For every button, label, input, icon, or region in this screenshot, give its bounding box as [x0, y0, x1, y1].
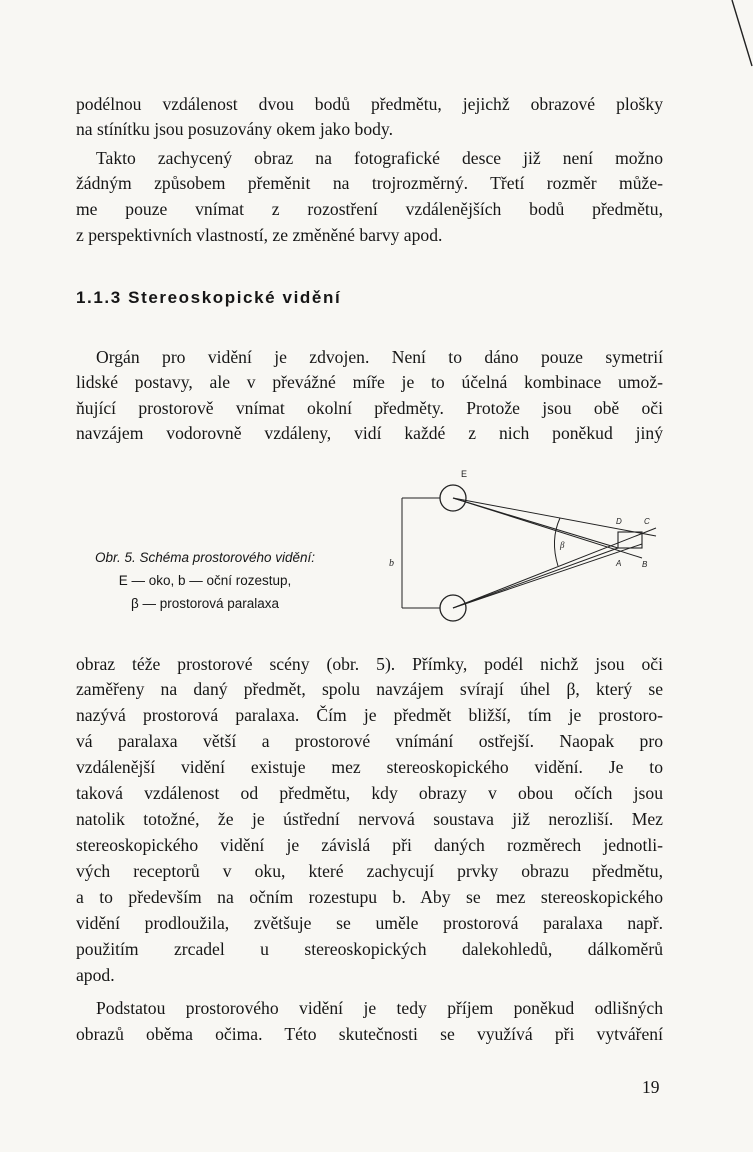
text-line: z perspektivních vlastností, ze změněné barvy apod. — [76, 225, 443, 245]
text-line: taková vzdálenost od předmětu, kdy obrazy v obou očích jsou — [76, 783, 663, 803]
parallax-label: β — [560, 540, 565, 550]
text-line: vých receptorů v oku, které zachycují prvky obrazu předmětu, — [76, 861, 663, 881]
text-line: Orgán pro vidění je zdvojen. Není to dáno pouze symetrií — [96, 347, 663, 367]
point-b-label: B — [642, 560, 648, 569]
text-line: žádným způsobem přeměnit na trojrozměrný. Třetí rozměr může- — [76, 173, 663, 193]
section-heading — [76, 288, 341, 308]
text-line: zaměřeny na daný předmět, spolu navzájem svírají úhel β, který se — [76, 679, 663, 699]
text-line: navzájem vodorovně vzdáleny, vidí každé z nich poněkud jiný — [76, 423, 663, 443]
figure-caption-line: Obr. 5. Schéma prostorového vidění: — [94, 550, 316, 565]
point-c-label: C — [644, 517, 650, 526]
sight-line — [453, 498, 618, 548]
text-line: lidské postavy, ale v převážné míře je to účelná kombinace umož- — [76, 372, 663, 392]
text-line: nazývá prostorová paralaxa. Čím je předmět bližší, tím je prostoro- — [76, 705, 663, 725]
text-line: Takto zachycený obraz na fotografické desce již není možno — [96, 148, 663, 168]
stereoscopic-vision-diagram — [380, 466, 665, 636]
text-line: a to především na očním rozestupu b. Aby se mez stereoskopického — [76, 887, 663, 907]
sight-line — [453, 544, 642, 608]
text-line: Podstatou prostorového vidění je tedy příjem poněkud odlišných — [96, 998, 663, 1018]
text-line: obrazů oběma očima. Této skutečnosti se využívá při vytváření — [76, 1024, 663, 1044]
spacing-label: b — [389, 558, 394, 569]
text-line: vá paralaxa větší a prostorové vnímání ostřejší. Naopak pro — [76, 731, 663, 751]
text-line: ňující prostorově vnímat okolní předměty. Protože jsou obě oči — [76, 398, 663, 418]
figure-caption-line: E — oko, b — oční rozestup, — [118, 573, 292, 588]
figure-caption-line: β — prostorová paralaxa — [130, 596, 280, 611]
text-line: stereoskopického vidění je závislá při daných rozměrech jednotli- — [76, 835, 663, 855]
section-number: 1.1.3 — [76, 288, 122, 307]
scan-edge-mark — [730, 0, 753, 70]
text-line: obraz téže prostorové scény (obr. 5). Přímky, podél nichž jsou oči — [76, 654, 663, 674]
page-number: 19 — [642, 1077, 660, 1097]
point-d-label: D — [616, 517, 622, 526]
eye-label: E — [461, 469, 468, 479]
text-line: apod. — [76, 965, 115, 985]
point-a-label: A — [616, 559, 622, 568]
text-line: vidění prodloužila, zvětšuje se uměle prostorová paralaxa např. — [76, 913, 663, 933]
text-line: na stínítku jsou posuzovány okem jako body. — [76, 119, 393, 139]
text-line: natolik totožné, že je ústřední nervová soustava již nerozliší. Mez — [76, 809, 663, 829]
text-line: me pouze vnímat z rozostření vzdálenějších bodů předmětu, — [76, 199, 663, 219]
sight-line — [453, 548, 618, 608]
text-line: podélnou vzdálenost dvou bodů předmětu, jejichž obrazové plošky — [76, 94, 663, 114]
text-line: vzdálenější vidění existuje mez stereoskopického vidění. Je to — [76, 757, 663, 777]
section-title: Stereoskopické vidění — [128, 288, 342, 307]
text-line: použitím zrcadel u stereoskopických dalekohledů, dálkoměrů — [76, 939, 663, 959]
